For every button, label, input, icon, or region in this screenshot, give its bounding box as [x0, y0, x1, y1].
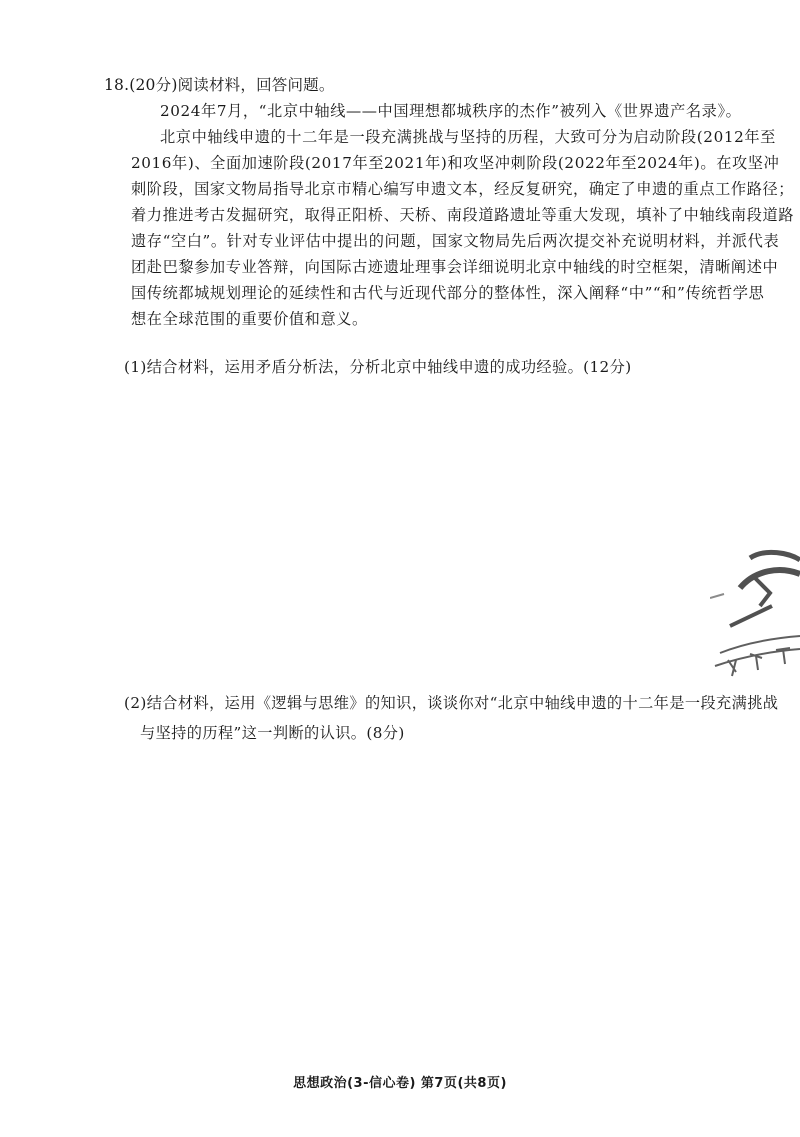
sub-question-2-line: (2)结合材料，运用《逻辑与思维》的知识，谈谈你对“北京中轴线申遗的十二年是一段充满挑战: [124, 694, 779, 712]
sub-question-2-line: 与坚持的历程”这一判断的认识。(8分): [140, 724, 405, 742]
question-header: 18.(20分)阅读材料，回答问题。: [104, 76, 335, 94]
sub-question-1: (1)结合材料，运用矛盾分析法，分析北京中轴线申遗的成功经验。(12分): [124, 358, 632, 376]
page-footer: 思想政治(3-信心卷) 第7页(共8页): [293, 1076, 507, 1091]
material-line: 团赴巴黎参加专业答辩，向国际古迹遗址理事会详细说明北京中轴线的时空框架，清晰阐述中: [131, 258, 779, 276]
material-line: 2016年)、全面加速阶段(2017年至2021年)和攻坚冲刺阶段(2022年至2024年)。在攻坚冲: [131, 154, 780, 172]
material-line: 刺阶段，国家文物局指导北京市精心编写申遗文本，经反复研究，确定了申遗的重点工作路径；: [131, 180, 795, 198]
material-body: [131, 124, 795, 332]
partial-stamp-mark-icon: [710, 548, 800, 688]
material-intro: 2024年7月，“北京中轴线——中国理想都城秩序的杰作”被列入《世界遗产名录》。: [160, 102, 742, 120]
material-line: 想在全球范围的重要价值和意义。: [131, 310, 368, 328]
material-line: 遗存“空白”。针对专业评估中提出的问题，国家文物局先后两次提交补充说明材料，并派代表: [131, 232, 780, 250]
material-line: 着力推进考古发掘研究，取得正阳桥、天桥、南段道路遗址等重大发现，填补了中轴线南段道路: [131, 206, 795, 224]
material-line: 北京中轴线申遗的十二年是一段充满挑战与坚持的历程，大致可分为启动阶段(2012年至: [160, 128, 776, 146]
sub-question-2: [124, 688, 779, 748]
material-line: 国传统都城规划理论的延续性和古代与近现代部分的整体性，深入阐释“中”“和”传统哲学思: [131, 284, 765, 302]
